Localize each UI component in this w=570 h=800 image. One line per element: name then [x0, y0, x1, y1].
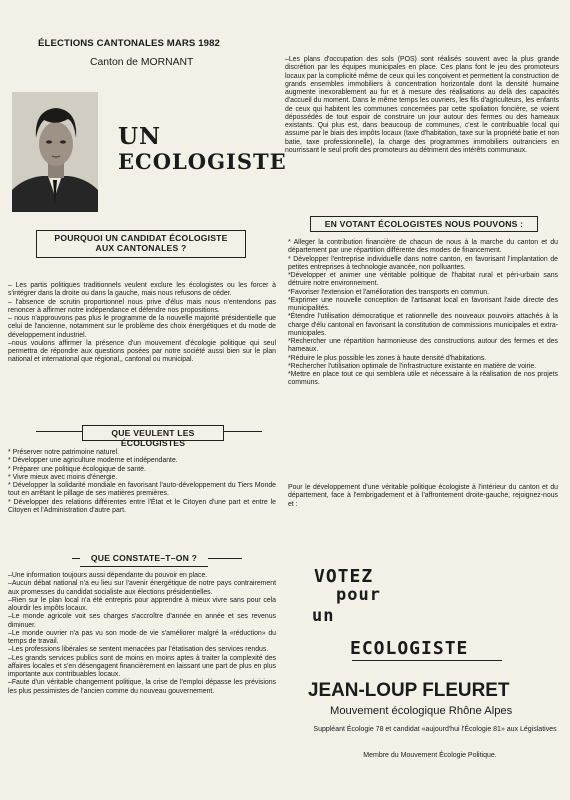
closing-paragraph: Pour le développement d'une véritable politique écologiste à l'intérieur du canton et du département, face à l'embrigadement et à l'affrontement droite-gauche, rejoignez-nous et :	[288, 484, 558, 508]
pos-paragraph: –Les plans d'occupation des sols (POS) sont réalisés souvent avec la plus grande discrétion par les équipes municipales en place. Ces plans font le jeu des promoteurs locaux par la complicité même de ceux qui les conçoivent et permettent la construction de grands ensembles immobiliers à concentration horizontale dont la densité humaine augmente inexorablement au fur et à mesure des réalisations au delà des capacités d'accueil du moment. Dans le même temps les ouvriers, les fils d'agriculteurs, les enfants de ceux qui habitent les communes concernées par cette spoliation foncière, se voient dépossédés de tout espoir de construire un jour autour des fermes ou des hameaux existants. Qui plus est, dans beaucoup de communes, c'est le contribuable local qui assume par le biais des impôts locaux (taxe d'habitation, taxe sur la propriété batie et non batie, taxe professionnelle), la charge des programmes immobiliers outranciers en nourrissant le seul profit des promoteurs au détriment des intérêts communaux.	[285, 56, 559, 154]
want-item: * Préserver notre patrimoine naturel.	[8, 449, 120, 456]
vote-item: * Alleger la contribution financière de chacun de nous à la marche du canton et du département par une répartition différente des modes de financement.	[288, 239, 558, 255]
want-item: * Développer une agriculture moderne et indépendante.	[8, 457, 178, 465]
title-un: UN	[118, 123, 162, 150]
why-heading-line1: POURQUOI UN CANDIDAT ÉCOLOGISTE	[54, 233, 228, 243]
vote-item: *Étendre l'utilisation démocratique et rationnelle des nouveaux pouvoirs attachés à la charge d'élu cantonal en favorisant la constitution de commissions municipales et extra-municipales.	[288, 313, 558, 337]
observe-item: –Faute d'un véritable changement politique, la crise de l'emploi dépasse les prévisions les plus pessimistes de l'ancien comme du nouveau gouvernement.	[8, 679, 276, 695]
observe-item: –Les grands services publics sont de moins en moins aptes à traiter la complexité des affaires locales et s'en désengagent financièrement en laissant une part de plus en plus importante aux contribuables locaux.	[8, 654, 276, 678]
candidate-photo	[12, 92, 98, 212]
observe-item: –Rien sur le plan local n'a été entrepris pour apprendre à mieux vivre sans pour cela alourdir les impôts locaux.	[8, 596, 276, 612]
candidate-info: Suppléant Écologie 78 et candidat «aujourd'hui l'Écologie 81» aux Législatives	[313, 726, 557, 733]
want-item: * Développer la solidarité mondiale en favorisant l'auto-développement du Tiers Monde tout en arrêtant le pillage de ses matières premières.	[8, 482, 276, 498]
ecologiste-underline	[352, 660, 502, 661]
observe-item: –Aucun débat national n'a eu lieu sur l'avenir énergétique de notre pays contrairement aux promesses du candidat socialiste aux élections présidentielles.	[8, 580, 276, 596]
observe-item: –Le monde ouvrier n'a pas vu son mode de vie s'améliorer malgré la «réduction» du temps de travail.	[8, 629, 276, 645]
why-paragraph: – l'absence de scrutin proportionnel nous prive d'élus mais nous n'entendons pas renoncer à affirmer notre indépendance et défendre nos propositions.	[8, 298, 276, 314]
vote-line-pour: pour	[336, 585, 381, 605]
want-item: * Vivre mieux avec moins d'énergie.	[8, 473, 118, 481]
why-paragraph: –nous voulons affirmer la présence d'un mouvement d'écologie politique qui seul permettra de répondre aux questions posées par notre société aussi bien sur le plan national et international que régional,, cantonal ou municipal.	[8, 339, 276, 364]
portrait-image	[12, 92, 98, 212]
why-paragraph: – Les partis politiques traditionnels veulent exclure les écologistes ou les forcer à s'intégrer dans la droite ou dans la gauche, mais nous refusons de céder.	[8, 282, 276, 298]
vote-line-votez: VOTEZ	[314, 566, 374, 587]
vote-item: *Rechercher l'utilisation optimale de l'infrastructure existante en matière de voirie.	[288, 362, 537, 370]
want-list	[8, 449, 276, 515]
vote-item: *Favoriser l'extension et l'amélioration des transports en commun.	[288, 288, 490, 296]
vote-item: *Exprimer une nouvelle conception de l'artisanat local en favorisant l'aide directe des municipalités.	[288, 296, 558, 312]
observe-item: –Le monde agricole voit ses charges s'accroître d'année en année et ses revenus diminuer.	[8, 613, 276, 629]
observe-list	[8, 572, 276, 696]
candidate-membership: Membre du Mouvement Écologie Politique.	[363, 752, 497, 759]
vote-item: *Réduire le plus possible les zones à haute densité d'habitations.	[288, 354, 487, 362]
vote-item: *Rechercher une répartition harmonieuse des constructions autour des fermes et des hameaux.	[288, 338, 558, 354]
vote-item: *Développer et animer une véritable politique de l'habitat rural et péri-urbain sans détruire notre environnement.	[288, 272, 558, 288]
canton-name: Canton de MORNANT	[90, 57, 194, 68]
want-item: * Développer des relations différentes entre l'État et le Citoyen d'une part et entre le Citoyen et l'Administration d'autre part.	[8, 498, 276, 514]
vote-line-ecologiste: ECOLOGISTE	[350, 638, 469, 659]
vote-heading: EN VOTANT ÉCOLOGISTES NOUS POUVONS :	[310, 216, 538, 232]
why-heading	[36, 230, 246, 258]
why-text	[8, 282, 276, 365]
want-item: * Préparer une politique écologique de santé.	[8, 465, 146, 473]
election-header: ÉLECTIONS CANTONALES MARS 1982	[38, 38, 220, 49]
want-heading: QUE VEULENT LES ÉCOLOGISTES	[82, 425, 224, 441]
candidate-movement: Mouvement écologique Rhône Alpes	[330, 705, 513, 717]
vote-item: * Développer l'entreprise individuelle dans notre canton, en favorisant l'implantation de petites entreprises à technologie avancée, non polluantes.	[288, 255, 558, 271]
observe-item: –Les professions libérales se sentent menacées par l'étatisation des services rendus.	[8, 646, 269, 654]
title-ecologiste: ECOLOGISTE	[118, 149, 287, 174]
why-heading-line2: AUX CANTONALES ?	[95, 243, 187, 253]
candidate-name: JEAN-LOUP FLEURET	[308, 679, 510, 701]
vote-list	[288, 239, 558, 388]
observe-item: –Une information toujours aussi dépendante du pouvoir en place.	[8, 572, 208, 579]
why-paragraph: – nous n'approuvons pas plus le programme de la nouvelle majorité présidentielle que celui de l'ancienne, notamment sur le problème des choix énergétiques et du mode de développement industriel.	[8, 315, 276, 339]
vote-item: *Mettre en place tout ce qui semblera utile et nécessaire à la réalisation de nos projets communs.	[288, 371, 558, 387]
vote-line-un: un	[312, 606, 335, 626]
observe-heading: QUE CONSTATE–T–ON ?	[80, 551, 208, 567]
